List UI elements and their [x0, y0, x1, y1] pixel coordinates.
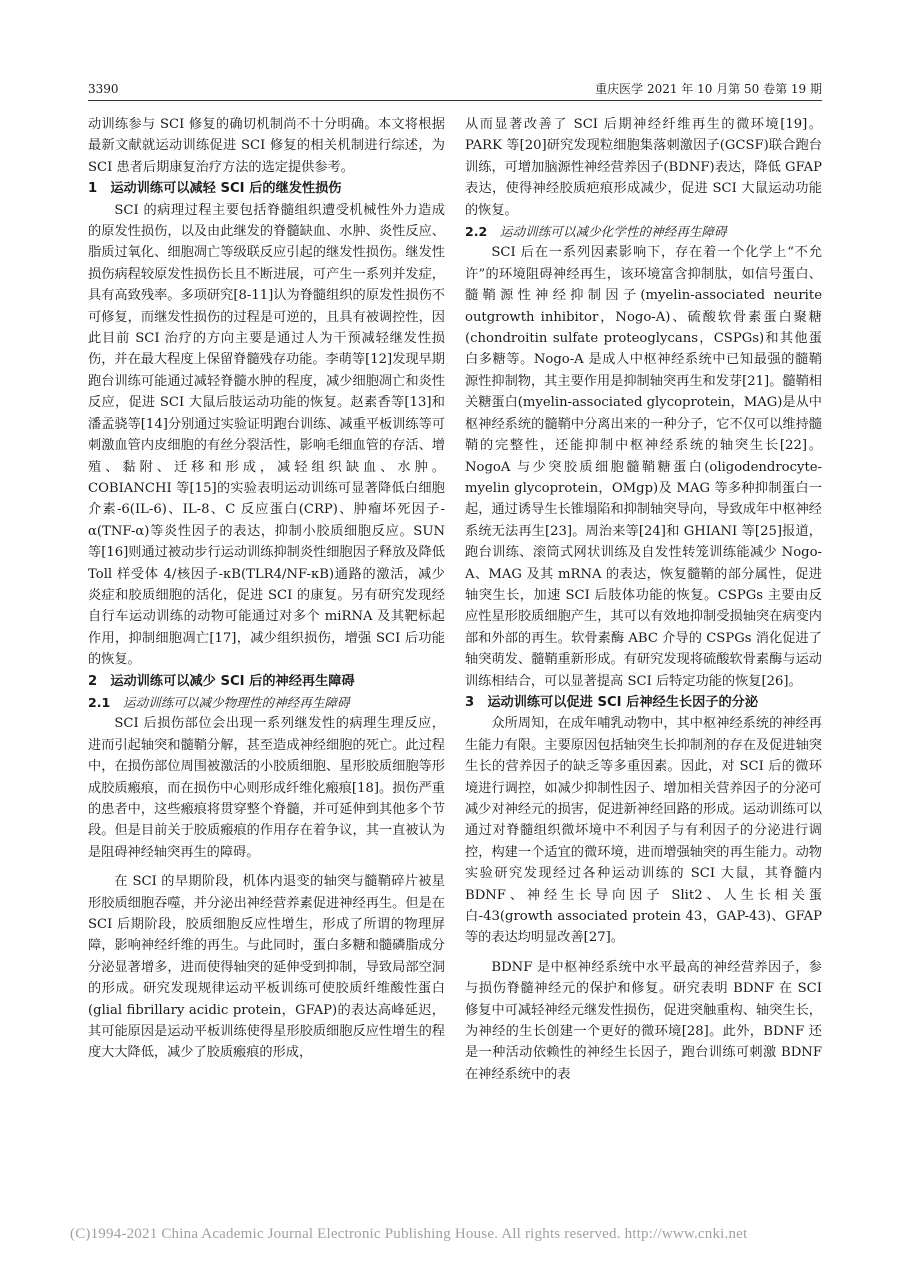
section-2-2-paragraph: SCI 后在一系列因素影响下，存在着一个化学上“不允许”的环境阻碍神经再生，该环境富含抑制肽，如信号蛋白、髓鞘源性神经抑制因子(myelin-associated neurite outgrowth inhibitor，Nogo-A)、硫酸软骨素蛋白聚糖(chondroitin sulfate proteoglycans，CSPGs)和其他蛋白多糖等。Nogo-A 是成人中枢神经系统中已知最强的髓鞘源性抑制物，其主要作用是抑制轴突再生和发芽[21]。髓鞘相关糖蛋白(myelin-associated glycoprotein，MAG)是从中枢神经系统的髓鞘中分离出来的一种分子，它不仅可以维持髓鞘的完整性，还能抑制中枢神经系统的轴突生长[22]。NogoA 与少突胶质细胞髓鞘糖蛋白(oligodendrocyte-myelin glycoprotein，OMgp)及 MAG 等多种抑制蛋白一起，通过诱导生长锥塌陷和抑制轴突导向，导致成年中枢神经系统无法再生[23]。周治来等[24]和 GHIANI 等[25]报道，跑台训练、滚筒式网状训练及自发性转笼训练能减少 Nogo-A、MAG 及其 mRNA 的表达，恢复髓鞘的部分属性，促进轴突生长，加速 SCI 后肢体功能的恢复。CSPGs 主要由反应性星形胶质细胞产生，其可以有效地抑制受损轴突在病变内部和外部的再生。软骨素酶 ABC 介导的 CSPGs 消化促进了轴突萌发、髓鞘重新形成。有研究发现将硫酸软骨素酶与运动训练相结合，可以显著提高 SCI 后特定功能的恢复[26]。 — [465, 245, 822, 689]
section-2-1-title: 运动训练可以减少物理性的神经再生障碍 — [122, 694, 350, 710]
section-2-1-paragraph-1: SCI 后损伤部位会出现一系列继发性的病理生理反应，进而引起轴突和髓鞘分解，甚至造成神经细胞的死亡。此过程中，在损伤部位周围被激活的小胶质细胞、星形胶质细胞等形成胶质瘢痕，而在损伤中心则形成纤维化瘢痕[18]。损伤严重的患者中，这些瘢痕将贯穿整个脊髓，并可延伸到其他多个节段。但是目前关于胶质瘢痕的作用存在着争议，其一直被认为是阻碍神经轴突再生的障碍。 — [88, 716, 445, 860]
right-column — [465, 114, 822, 1085]
continued-paragraph: 从而显著改善了 SCI 后期神经纤维再生的微环境[19]。PARK 等[20]研究发现粒细胞集落刺激因子(GCSF)联合跑台训练，可增加脑源性神经营养因子(BDNF)表达，降低 GFAP 表达，使得神经胶质疤痕形成减少，促进 SCI 大鼠运动功能的恢复。 — [465, 117, 822, 218]
section-2-1-paragraph-2: 在 SCI 的早期阶段，机体内退变的轴突与髓鞘碎片被星形胶质细胞吞噬，并分泌出神经营养素促进神经再生。但是在 SCI 后期阶段，胶质细胞反应性增生，形成了所谓的物理屏障，影响神经纤维的再生。与此同时，蛋白多糖和髓磷脂成分分泌显著增多，进而使得轴突的延伸受到抑制，导致局部空洞的形成。研究发现规律运动平板训练可使胶质纤维酸性蛋白(glial fibrillary acidic protein，GFAP)的表达高峰延迟，其可能原因是运动平板训练使得星形胶质细胞反应性增生的程度大大降低，减少了胶质瘢痕的形成， — [88, 874, 445, 1061]
journal-issue: 重庆医学 2021 年 10 月第 50 卷第 19 期 — [595, 82, 822, 96]
section-3-paragraph-2: BDNF 是中枢神经系统中水平最高的神经营养因子，参与损伤脊髓神经元的保护和修复。研究表明 BDNF 在 SCI 修复中可减轻神经元继发性损伤，促进突触重构、轴突生长，为神经的生长创建一个更好的微环境[28]。此外，BDNF 还是一种活动依赖性的神经生长因子，跑台训练可刺激 BDNF 在神经系统中的表 — [465, 959, 822, 1082]
section-2-1-heading — [88, 692, 445, 713]
section-2-2-heading — [465, 221, 822, 242]
running-header — [88, 78, 822, 101]
section-2-2-title: 运动训练可以减少化学性的神经再生障碍 — [499, 224, 727, 240]
section-2-1-number: 2.1 — [88, 694, 111, 710]
section-3-paragraph-1: 众所周知，在成年哺乳动物中，其中枢神经系统的神经再生能力有限。主要原因包括轴突生长抑制剂的存在及促进轴突生长的营养因子的缺乏等多重因素。因此，对 SCI 后的微环境进行调控，如减少抑制性因子、增加相关营养因子的分泌可减少对神经元的损害，促进新神经回路的形成。运动训练可以通过对脊髓组织微坏境中不利因子与有利因子的分泌进行调控，构建一个适宜的微环境，进而增强轴突的再生能力。动物实验研究发现经过各种运动训练的 SCI 大鼠，其脊髓内 BDNF、神经生长导向因子 Slit2、人生长相关蛋白-43(growth associated protein 43，GAP-43)、GFAP 等的表达均明显改善[27]。 — [465, 716, 822, 946]
copyright-watermark: (C)1994-2021 China Academic Journal Electronic Publishing House. All rights reserved. http://www.cnki.net — [70, 1226, 748, 1242]
section-3-heading: 3 运动训练可以促进 SCI 后神经生长因子的分泌 — [465, 694, 759, 710]
section-2-2-number: 2.2 — [465, 224, 488, 240]
left-column — [88, 114, 445, 1064]
section-1-paragraph: SCI 的病理过程主要包括脊髓组织遭受机械性外力造成的原发性损伤，以及由此继发的脊髓缺血、水肿、炎性反应、脂质过氧化、细胞凋亡等级联反应引起的继发性损伤。继发性损伤病程较原发性损伤长且不断进展，可产生一系列并发症，具有高致残率。多项研究[8-11]认为脊髓组织的原发性损伤不可修复，而继发性损伤的过程是可逆的，且具有被调控性，因此目前 SCI 治疗的方向主要是通过人为干预减轻继发性损伤，并在最大程度上保留脊髓残存功能。李萌等[12]发现早期跑台训练可能通过减轻脊髓水肿的程度，减少细胞凋亡和炎性反应，促进 SCI 大鼠后肢运动功能的恢复。赵素香等[13]和潘孟骁等[14]分别通过实验证明跑台训练、减重平板训练等可刺激血管内皮细胞的有丝分裂活性，影响毛细血管的存活、增殖、黏附、迁移和形成，减轻组织缺血、水肿。COBIANCHI 等[15]的实验表明运动训练可显著降低白细胞介素-6(IL-6)、IL-8、C 反应蛋白(CRP)、肿瘤坏死因子-α(TNF-α)等炎性因子的表达，抑制小胶质细胞反应。SUN 等[16]则通过被动步行运动训练抑制炎性细胞因子释放及降低 Toll 样受体 4/核因子-κB(TLR4/NF-κB)通路的激活，减少炎症和胶质细胞的活化，促进 SCI 的康复。另有研究发现经自行车运动训练的动物可能通过对多个 miRNA 及其靶标起作用，抑制细胞凋亡[17]，减少组织损伤，增强 SCI 后功能的恢复。 — [88, 202, 445, 668]
intro-paragraph: 动训练参与 SCI 修复的确切机制尚不十分明确。本文将根据最新文献就运动训练促进 SCI 修复的相关机制进行综述，为 SCI 患者后期康复治疗方法的选定提供参考。 — [88, 117, 445, 175]
page-number: 3390 — [88, 82, 119, 96]
section-1-heading: 1 运动训练可以减轻 SCI 后的继发性损伤 — [88, 181, 342, 197]
section-2-heading: 2 运动训练可以减少 SCI 后的神经再生障碍 — [88, 673, 355, 689]
